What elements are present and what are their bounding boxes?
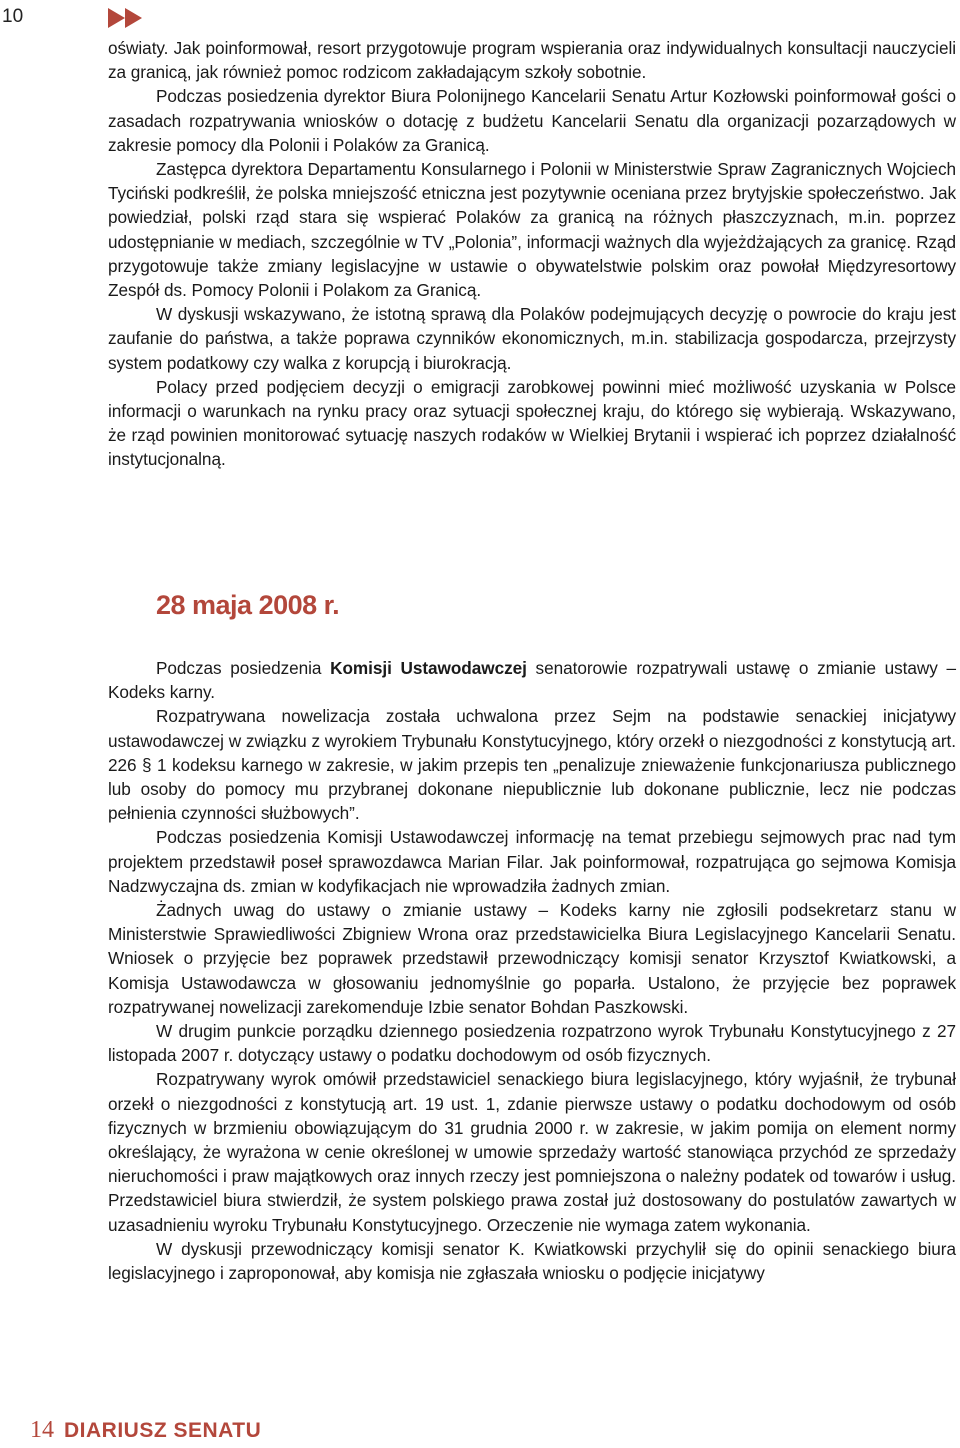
section-2-text (108, 656, 956, 1285)
paragraph: W dyskusji przewodniczący komisji senator K. Kwiatkowski przychylił się do opinii senackiego biura legislacyjnego i zaproponował, aby komisja nie zgłaszała wniosku o podjęcie inicjatywy (108, 1238, 956, 1284)
paragraph-with-committee (108, 656, 956, 704)
footer-page-number: 14 (30, 1417, 54, 1443)
text-before: Podczas posiedzenia (156, 658, 331, 678)
date-heading: 28 maja 2008 r. (156, 590, 340, 620)
paragraph: Podczas posiedzenia Komisji Ustawodawczej informację na temat przebiegu sejmowych prac nad tym projektem przedstawił poseł sprawozdawca Marian Filar. Jak poinformował, rozpatrująca go sejmowa Komisja Nadzwyczajna ds. zmian w kodyfikacjach nie wprowadziła żadnych zmian. (108, 827, 956, 896)
publication-title: DIARIUSZ SENATU (64, 1419, 262, 1442)
double-chevron-right-icon (108, 8, 146, 28)
paragraph: oświaty. Jak poinformował, resort przygotowuje program wspierania oraz indywidualnych konsultacji nauczycieli za granicą, jak również pomoc rodzicom zakładającym szkoły sobotnie. (108, 38, 956, 83)
section-1-text (108, 36, 956, 472)
paragraph: Żadnych uwag do ustawy o zmianie ustawy – Kodeks karny nie zgłosili podsekretarz stanu w Ministerstwie Sprawiedliwości Zbigniew Wrona oraz przedstawicielka Biura Legislacyjnego Kancelarii Senatu. Wniosek o przyjęcie bez poprawek przedstawił przewodniczący komisji senator Krzysztof Kwiatkowski, a Komisja Ustawodawcza w głosowaniu jednomyślnie go poparła. Ustalono, że przyjęcie bez poprawek rozpatrywanej nowelizacji zarekomenduje Izbie senator Bohdan Paszkowski. (108, 900, 956, 1017)
paragraph: W dyskusji wskazywano, że istotną sprawą dla Polaków podejmujących decyzję o powrocie do kraju jest zaufanie do państwa, a także poprawa czynników ekonomicznych, m.in. stabilizacja gospodarcza, przejrzysty system podatkowy czy walka z korupcją i biurokracją. (108, 304, 956, 373)
paragraph: W drugim punkcie porządku dziennego posiedzenia rozpatrzono wyrok Trybunału Konstytucyjnego z 27 listopada 2007 r. dotyczący ustawy o podatku dochodowym od osób fizycznych. (108, 1021, 956, 1066)
page-number: 10 (2, 6, 24, 27)
paragraph: Rozpatrywana nowelizacja została uchwalona przez Sejm na podstawie senackiej inicjatywy ustawodawczej w związku z wyrokiem Trybunału Konstytucyjnego, który orzekł o niezgodności z konstytucją art. 226 § 1 kodeksu karnego w zakresie, w jakim przepis ten „penalizuje znieważenie funkcjonariusza publicznego lub osoby do pomocy mu przybranej dokonane niepublicznie lub dokonane publicznie, lecz nie podczas pełnienia czynności służbowych”. (108, 706, 956, 824)
paragraph: Polacy przed podjęciem decyzji o emigracji zarobkowej powinni mieć możliwość uzyskania w Polsce informacji o warunkach na rynku pracy oraz sytuacji społecznej kraju, do którego się wybierają. Wskazywano, że rząd powinien monitorować sytuację naszych rodaków w Wielkiej Brytanii i wspierać ich poprzez działalność instytucjonalną. (108, 376, 956, 470)
paragraph: Podczas posiedzenia dyrektor Biura Polonijnego Kancelarii Senatu Artur Kozłowski poinformował gości o zasadach rozpatrywania wniosków o dotację z budżetu Kancelarii Senatu dla organizacji pozarządowych w zakresie pomocy dla Polonii i Polaków za Granicą. (108, 86, 956, 155)
committee-name: Komisji Ustawodawczej (330, 658, 527, 678)
paragraph: Rozpatrywany wyrok omówił przedstawiciel senackiego biura legislacyjnego, który wyjaśnił, że trybunał orzekł o niezgodności z konstytucją art. 19 ust. 1, zdanie pierwsze ustawy o podatku dochodowym od osób fizycznych w brzmieniu obowiązującym do 31 grudnia 2000 r. w zakresie, w jakim pomija on element normy określający, że wyrażona w cenie określonej w umowie sprzedaży wartość stanowiąca przychód ze sprzedaży nieruchomości i praw majątkowych oraz innych rzeczy jest pomniejszona o należny podatek od towarów i usług. Przedstawiciel biura stwierdził, że system polskiego prawa został już dostosowany do postulatów zawartych w uzasadnieniu wyroku Trybunału Konstytucyjnego. Orzeczenie nie wymaga zatem wykonania. (108, 1069, 956, 1235)
footer (30, 1417, 261, 1444)
text-after: senatorowie rozpatrywali ustawę o zmianie ustawy – Kodeks karny. (108, 658, 956, 703)
paragraph: Zastępca dyrektora Departamentu Konsularnego i Polonii w Ministerstwie Spraw Zagranicznych Wojciech Tyciński podkreślił, że polska mniejszość etniczna jest pozytywnie oceniana przez brytyjskie społeczeństwo. Jak powiedział, polski rząd stara się wspierać Polaków za granicą na różnych płaszczyznach, m.in. poprzez udostępnianie w mediach, szczególnie w TV „Polonia”, informacji ważnych dla wyjeżdżających za granicę. Rząd przygotowuje także zmiany legislacyjne w ustawie o obywatelstwie polskim oraz powołał Międzyresortowy Zespół ds. Pomocy Polonii i Polakom za Granicą. (108, 159, 956, 301)
